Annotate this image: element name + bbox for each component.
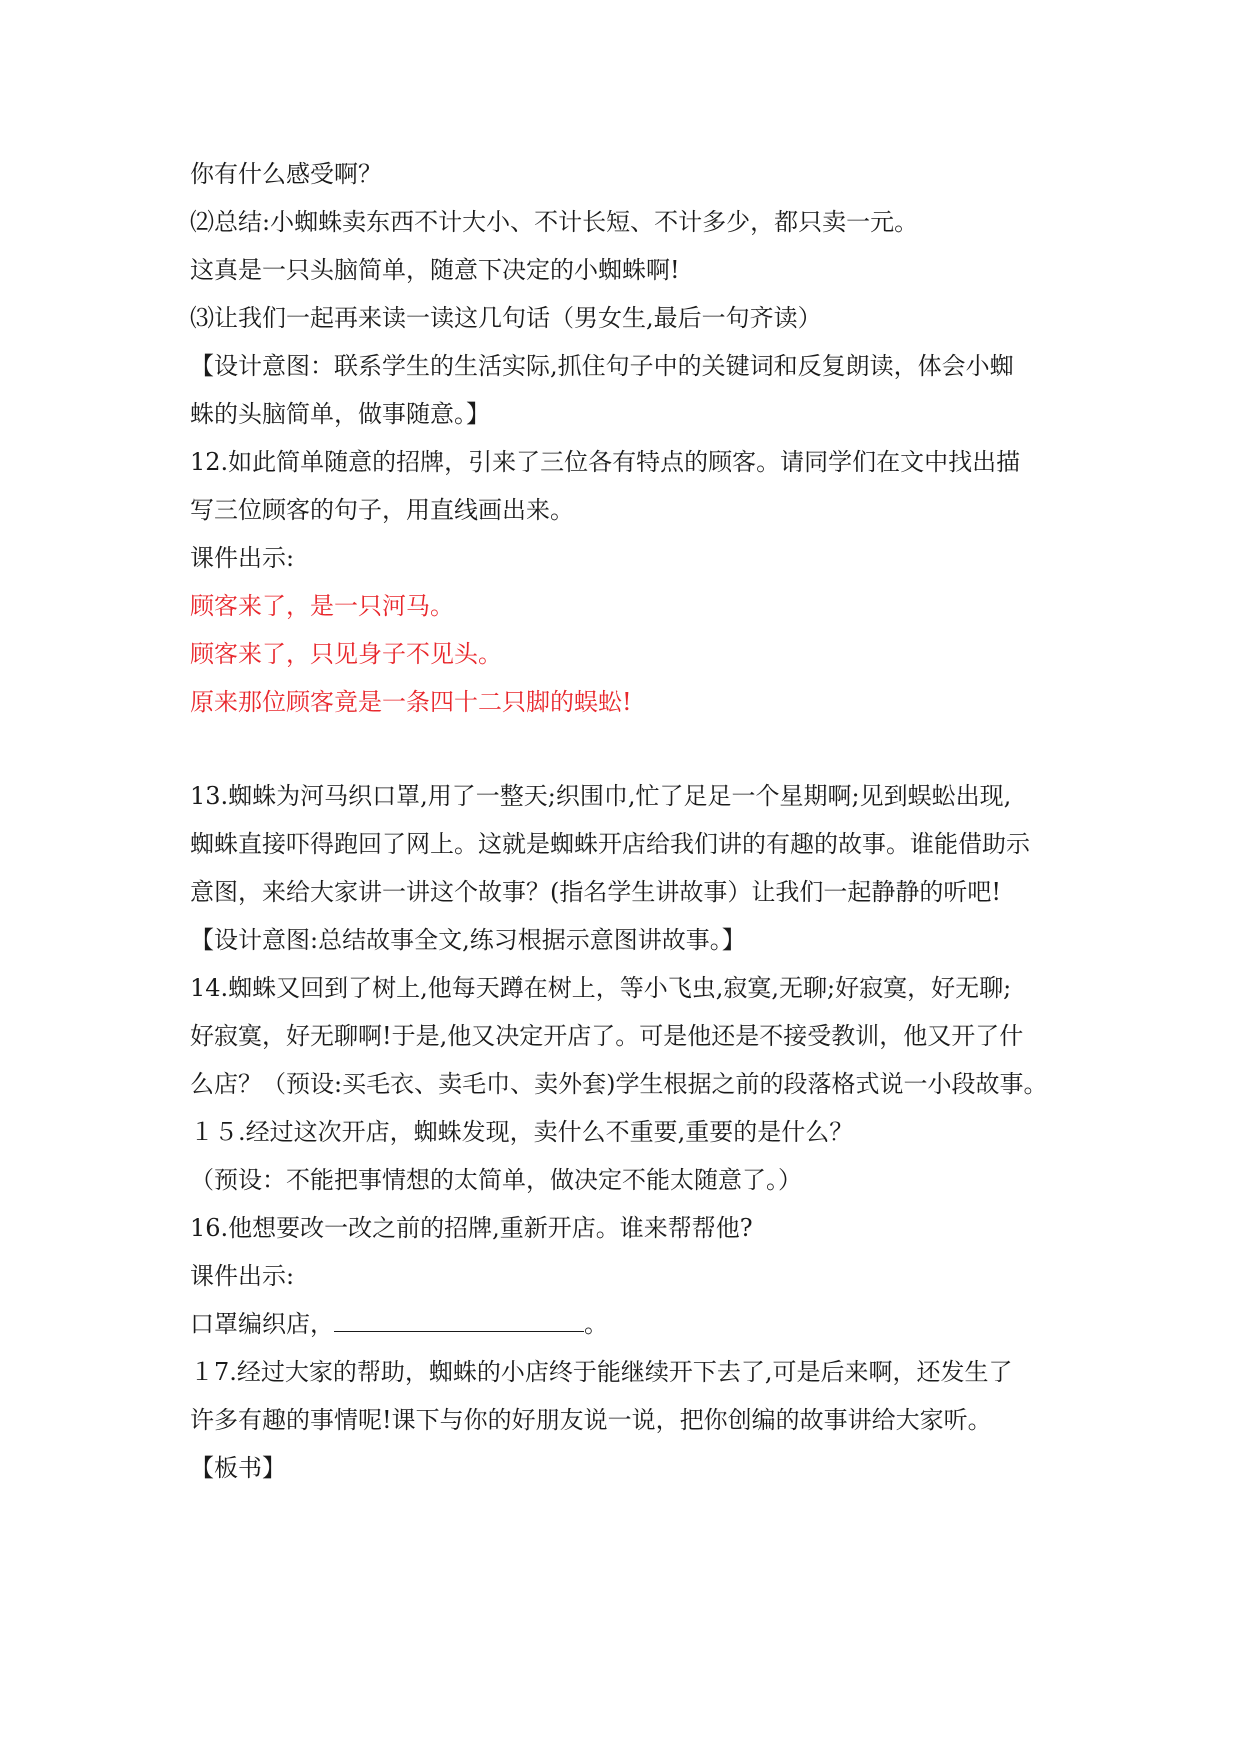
- text-line: ⑵总结:小蜘蛛卖东西不计大小、不计长短、不计多少，都只卖一元。: [190, 208, 919, 236]
- courseware-label: 课件出示:: [190, 1262, 295, 1290]
- blackboard-heading: 【板书】: [190, 1454, 286, 1482]
- text-line: 蜘蛛直接吓得跑回了网上。这就是蜘蛛开店给我们讲的有趣的故事。谁能借助示: [190, 830, 1030, 858]
- text-line: 16.他想要改一改之前的招牌,重新开店。谁来帮帮他?: [190, 1214, 753, 1242]
- text-line: 么店？（预设:买毛衣、卖毛巾、卖外套)学生根据之前的段落格式说一小段故事。: [190, 1070, 1048, 1098]
- design-intent-note: 蛛的头脑简单，做事随意。】: [190, 400, 490, 428]
- text-line: １５.经过这次开店，蜘蛛发现，卖什么不重要,重要的是什么？: [190, 1118, 854, 1146]
- blank-suffix: 。: [584, 1310, 608, 1338]
- text-line: 14.蜘蛛又回到了树上,他每天蹲在树上，等小飞虫,寂寞,无聊;好寂寞，好无聊;: [190, 974, 1012, 1002]
- text-line: １7.经过大家的帮助，蜘蛛的小店终于能继续开下去了,可是后来啊，还发生了: [190, 1358, 1013, 1386]
- text-line: 意图，来给大家讲一讲这个故事？(指名学生讲故事）让我们一起静静的听吧!: [190, 878, 1002, 906]
- design-intent-note: 【设计意图:总结故事全文,练习根据示意图讲故事。】: [190, 926, 746, 954]
- text-line: 许多有趣的事情呢!课下与你的好朋友说一说，把你创编的故事讲给大家听。: [190, 1406, 992, 1434]
- highlighted-sentence: 顾客来了，是一只河马。: [190, 592, 454, 620]
- design-intent-note: 【设计意图：联系学生的生活实际,抓住句子中的关键词和反复朗读，体会小蜘: [190, 352, 1014, 380]
- fill-in-blank-line: [190, 1300, 1060, 1348]
- text-line: （预设：不能把事情想的太简单，做决定不能太随意了。）: [190, 1166, 802, 1194]
- text-line: 好寂寞，好无聊啊!于是,他又决定开店了。可是他还是不接受教训，他又开了什: [190, 1022, 1024, 1050]
- text-line: 你有什么感受啊？: [190, 160, 382, 188]
- text-line: 13.蜘蛛为河马织口罩,用了一整天;织围巾,忙了足足一个星期啊;见到蜈蚣出现,: [190, 782, 1012, 810]
- text-line: 这真是一只头脑简单，随意下决定的小蜘蛛啊!: [190, 256, 680, 284]
- text-line: ⑶让我们一起再来读一读这几句话（男女生,最后一句齐读）: [190, 304, 822, 332]
- blank-prefix: 口罩编织店，: [190, 1310, 334, 1338]
- courseware-label: 课件出示:: [190, 544, 295, 572]
- highlighted-sentence: 顾客来了，只见身子不见头。: [190, 640, 502, 668]
- blank-underline: [334, 1311, 584, 1332]
- highlighted-sentence: 原来那位顾客竟是一条四十二只脚的蜈蚣!: [190, 688, 632, 716]
- document-body: [190, 150, 1060, 1492]
- text-line: 12.如此简单随意的招牌，引来了三位各有特点的顾客。请同学们在文中找出描: [190, 448, 1021, 476]
- paragraph-gap: [190, 726, 1060, 772]
- text-line: 写三位顾客的句子，用直线画出来。: [190, 496, 574, 524]
